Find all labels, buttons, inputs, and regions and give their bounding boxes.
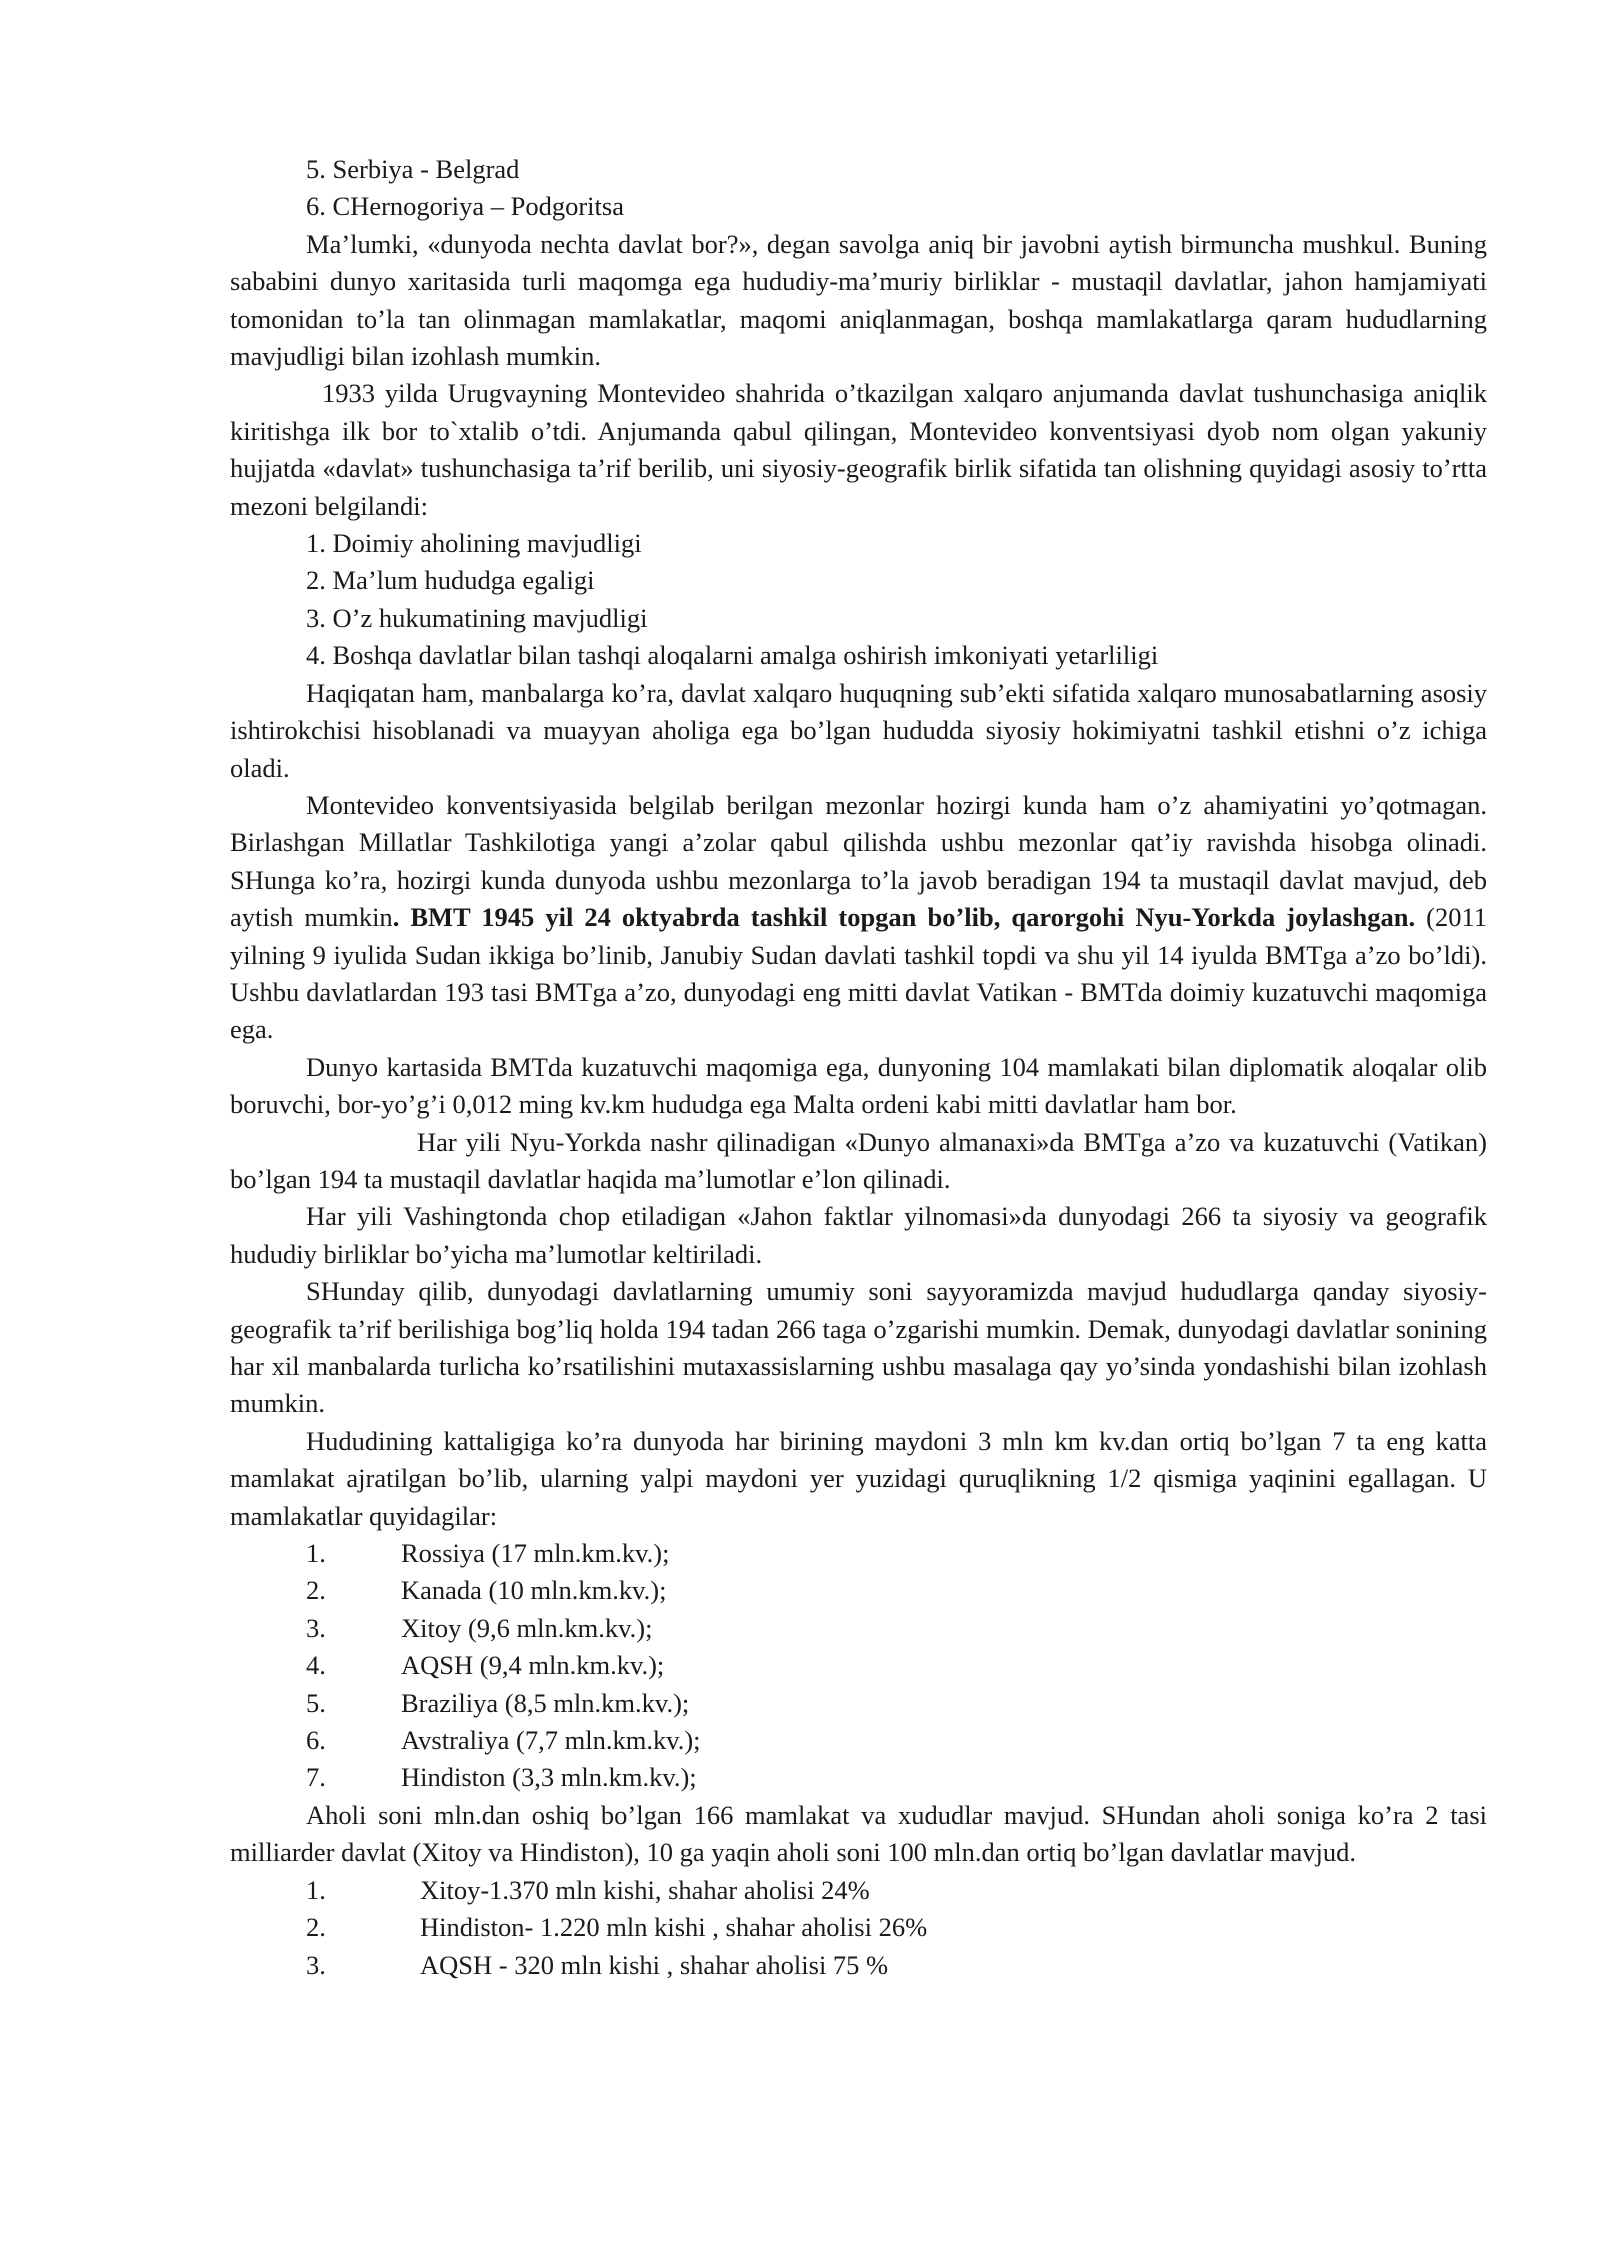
list-text: Xitoy (9,6 mln.km.kv.); — [401, 1612, 653, 1643]
list-item — [230, 1685, 1487, 1722]
list-item — [230, 1535, 1487, 1572]
paragraph: Hududining kattaligiga ko’ra dunyoda har birining maydoni 3 mln km kv.dan ortiq bo’lgan 7 ta eng katta mamlakat ajratilgan bo’lib, ularning yalpi maydoni yer yuzidagi quruqlikning 1/2 qismiga yaqinini egallagan. U mamlakatlar quyidagilar: — [230, 1425, 1487, 1531]
list-item — [230, 1647, 1487, 1684]
paragraph: SHunday qilib, dunyodagi davlatlarning umumiy soni sayyoramizda mavjud hududlarga qanday siyosiy-geografik ta’rif berilishiga bog’liq holda 194 tadan 266 taga o’zgarishi mumkin. Demak, dunyodagi davlatlar sonining har xil manbalarda turlicha ko’rsatilishini mutaxassislarning ushbu masalaga qay yo’sinda yondashishi bilan izohlash mumkin. — [230, 1276, 1487, 1419]
paragraph: Dunyo kartasida BMTda kuzatuvchi maqomiga ega, dunyoning 104 mamlakati bilan diplomatik aloqalar olib boruvchi, bor-yo’g’i 0,012 ming kv.km hududga ega Malta ordeni kabi mitti davlatlar ham bor. — [230, 1051, 1487, 1120]
list-text: Avstraliya (7,7 mln.km.kv.); — [401, 1725, 701, 1756]
list-item — [230, 1909, 1487, 1946]
paragraph-text: (2011 yilning 9 iyulida Sudan ikkiga bo’linib, Janubiy Sudan davlati tashkil topdi va shu yil 14 iyulda BMTga a’zo bo’ldi). Ushbu davlatlardan 193 tasi BMTga a’zo, dunyodagi eng mitti davlat Vatikan - BMTda doimiy kuzatuvchi maqomiga ega. — [230, 902, 1488, 1045]
list-number: 2. — [306, 1912, 326, 1943]
list-text: Xitoy-1.370 mln kishi, shahar aholisi 24% — [420, 1874, 870, 1905]
list-text: Kanada (10 mln.km.kv.); — [401, 1575, 667, 1606]
list-number: 7. — [306, 1762, 326, 1793]
list-number: 2. — [306, 1575, 326, 1606]
list-text: AQSH - 320 mln kishi , shahar aholisi 75 % — [420, 1949, 889, 1980]
list-number: 5. — [306, 1687, 326, 1718]
list-item — [230, 1572, 1487, 1609]
list-item: 2. Ma’lum hududga egaligi — [306, 565, 595, 596]
list-item: 3. O’z hukumatining mavjudligi — [306, 602, 648, 633]
paragraph: Har yili Nyu-Yorkda nashr qilinadigan «Dunyo almanaxi»da BMTga a’zo va kuzatuvchi (Vatikan) bo’lgan 194 ta mustaqil davlatlar haqida ma’lumotlar e’lon qilinadi. — [230, 1126, 1487, 1194]
list-item: 6. CHernogoriya – Podgoritsa — [306, 191, 624, 222]
list-number: 4. — [306, 1650, 326, 1681]
paragraph-text: Montevideo konventsiyasida belgilab berilgan mezonlar hozirgi kunda ham o’z ahamiyatini yo’qotmagan. Birlashgan Millatlar Tashkilotiga yangi a’zolar qabul qilishda ushbu mezonlar qat’iy ravishda hisobga olinadi. SHunga ko’ra, hozirgi kunda dunyoda ushbu mezonlarga to’la javob beradigan 194 ta mustaqil davlat mavjud, deb aytish mumkin — [230, 789, 1487, 933]
bold-text: . BMT 1945 yil 24 oktyabrda tashkil topgan bo’lib, qarorgohi Nyu-Yorkda joylashgan. — [392, 902, 1416, 933]
list-text: Braziliya (8,5 mln.km.kv.); — [401, 1687, 690, 1718]
paragraph: Aholi soni mln.dan oshiq bo’lgan 166 mamlakat va xududlar mavjud. SHundan aholi soniga ko’ra 2 tasi milliarder davlat (Xitoy va Hindiston), 10 ga yaqin aholi soni 100 mln.dan ortiq bo’lgan davlatlar mavjud. — [230, 1799, 1487, 1868]
list-item: 1. Doimiy aholining mavjudligi — [306, 528, 642, 559]
list-item — [230, 1947, 1487, 1984]
paragraph — [230, 787, 1487, 1049]
paragraph: Ma’lumki, «dunyoda nechta davlat bor?», degan savolga aniq bir javobni aytish birmuncha mushkul. Buning sababini dunyo xaritasida turli maqomga ega hududiy-ma’muriy birliklar - mustaqil davlatlar, jahon hamjamiyati tomonidan to’la tan olinmagan mamlakatlar, maqomi aniqlanmagan, boshqa mamlakatlarga qaram hududlarning mavjudligi bilan izohlash mumkin. — [230, 228, 1487, 372]
list-item — [230, 1872, 1487, 1909]
list-number: 6. — [306, 1725, 326, 1756]
list-item: 5. Serbiya - Belgrad — [306, 154, 520, 184]
paragraph: Haqiqatan ham, manbalarga ko’ra, davlat xalqaro huquqning sub’ekti sifatida xalqaro munosabatlarning asosiy ishtirokchisi hisoblanadi va muayyan aholiga ega bo’lgan hududda siyosiy hokimiyatni tashkil etishni o’z ichiga oladi. — [230, 677, 1487, 783]
list-number: 1. — [306, 1874, 326, 1905]
list-item — [230, 1722, 1487, 1759]
document-page — [230, 151, 1487, 1984]
list-number: 1. — [306, 1538, 326, 1569]
list-item: 4. Boshqa davlatlar bilan tashqi aloqalarni amalga oshirish imkoniyati yetarliligi — [306, 640, 1159, 671]
paragraph: Har yili Vashingtonda chop etiladigan «Jahon faktlar yilnomasi»da dunyodagi 266 ta siyosiy va geografik hududiy birliklar bo’yicha ma’lumotlar keltiriladi. — [230, 1201, 1487, 1269]
list-text: Hindiston (3,3 mln.km.kv.); — [401, 1762, 697, 1793]
list-text: Rossiya (17 mln.km.kv.); — [401, 1538, 670, 1569]
list-number: 3. — [306, 1612, 326, 1643]
list-text: AQSH (9,4 mln.km.kv.); — [401, 1650, 665, 1681]
list-item — [230, 1759, 1487, 1796]
list-number: 3. — [306, 1949, 326, 1980]
list-item — [230, 1610, 1487, 1647]
paragraph: 1933 yilda Urugvayning Montevideo shahrida o’tkazilgan xalqaro anjumanda davlat tushunchasiga aniqlik kiritishga ilk bor to`xtalib o’tdi. Anjumanda qabul qilingan, Montevideo konventsiyasi dyob nom olgan yakuniy hujjatda «davlat» tushunchasiga ta’rif berilib, uni siyosiy-geografik birlik sifatida tan olishning quyidagi asosiy to’rtta mezoni belgilandi: — [230, 378, 1487, 521]
list-text: Hindiston- 1.220 mln kishi , shahar aholisi 26% — [420, 1912, 928, 1943]
